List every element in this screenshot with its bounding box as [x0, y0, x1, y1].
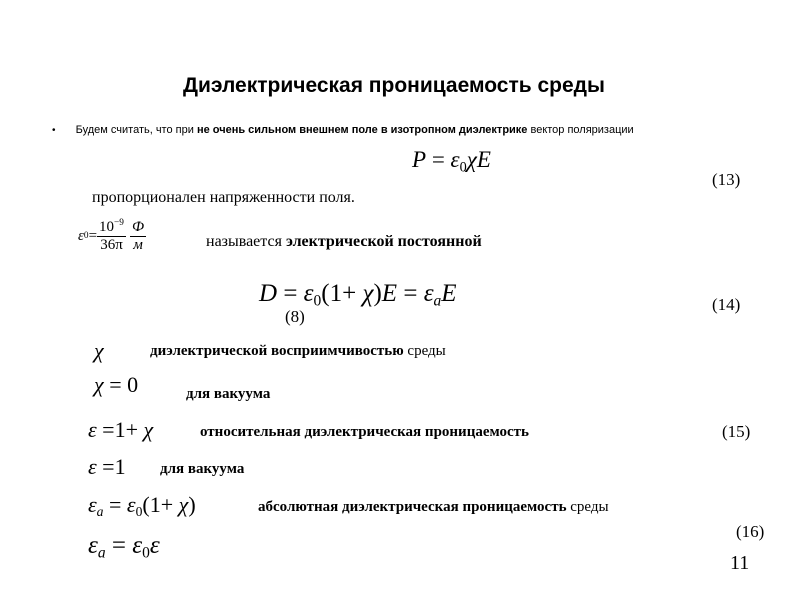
intro-line	[52, 124, 634, 136]
formula-14: $D = \varepsilon_0(1+ \chi)E = \varepsilon_aE$	[259, 280, 457, 310]
intro-text-pre: Будем считать, что при	[75, 124, 197, 136]
chi-symbol: χ	[94, 338, 104, 363]
chi-caption: диэлектрической восприимчивостью среды	[150, 343, 446, 359]
epsilon0-formula: ε 0 = $\frac{10^{-9}}{36\pi}$ $\frac{Ф}{м}$	[78, 218, 145, 254]
equation-number-14: (14)	[712, 295, 741, 314]
formula-16a-caption: абсолютная диэлектрическая проницаемость среды	[258, 499, 609, 515]
equation-number-13: (13)	[712, 170, 741, 189]
formula-16a: $\varepsilon_a = \varepsilon_0(1+ \chi)$	[88, 492, 196, 520]
epsilon-one-formula: ε =1	[88, 454, 126, 479]
equation-number-15: (15)	[722, 422, 751, 441]
equation-number-16: (16)	[736, 522, 765, 541]
formula-13: $P = \varepsilon_0\chi E$	[412, 147, 491, 176]
epsilon0-caption: называется электрической постоянной	[206, 233, 482, 250]
proportional-text: пропорционален напряженности поля.	[92, 189, 355, 206]
bullet: •	[52, 125, 56, 136]
chi-zero-caption: для вакуума	[186, 386, 271, 402]
formula-15-caption: относительная диэлектрическая проницаемость	[200, 424, 529, 440]
intro-text-post: вектор поляризации	[527, 124, 634, 136]
formula-16b: $\varepsilon_a = \varepsilon_0\varepsilon$	[88, 532, 160, 562]
chi-zero-formula: χ = 0	[94, 372, 139, 397]
epsilon-one-caption: для вакуума	[160, 461, 245, 477]
intro-text-bold: не очень сильном внешнем поле в изотропном диэлектрике	[196, 124, 528, 136]
epsilon0-unit: $\frac{Ф}{м}$	[131, 218, 145, 253]
reference-8: (8)	[285, 307, 305, 326]
slide-title: Диэлектрическая проницаемость среды	[183, 74, 605, 97]
page-number: 11	[730, 552, 750, 574]
formula-15: ε =1+ χ	[88, 417, 154, 442]
epsilon0-fraction: $\frac{10^{-9}}{36\pi}$	[99, 218, 124, 254]
